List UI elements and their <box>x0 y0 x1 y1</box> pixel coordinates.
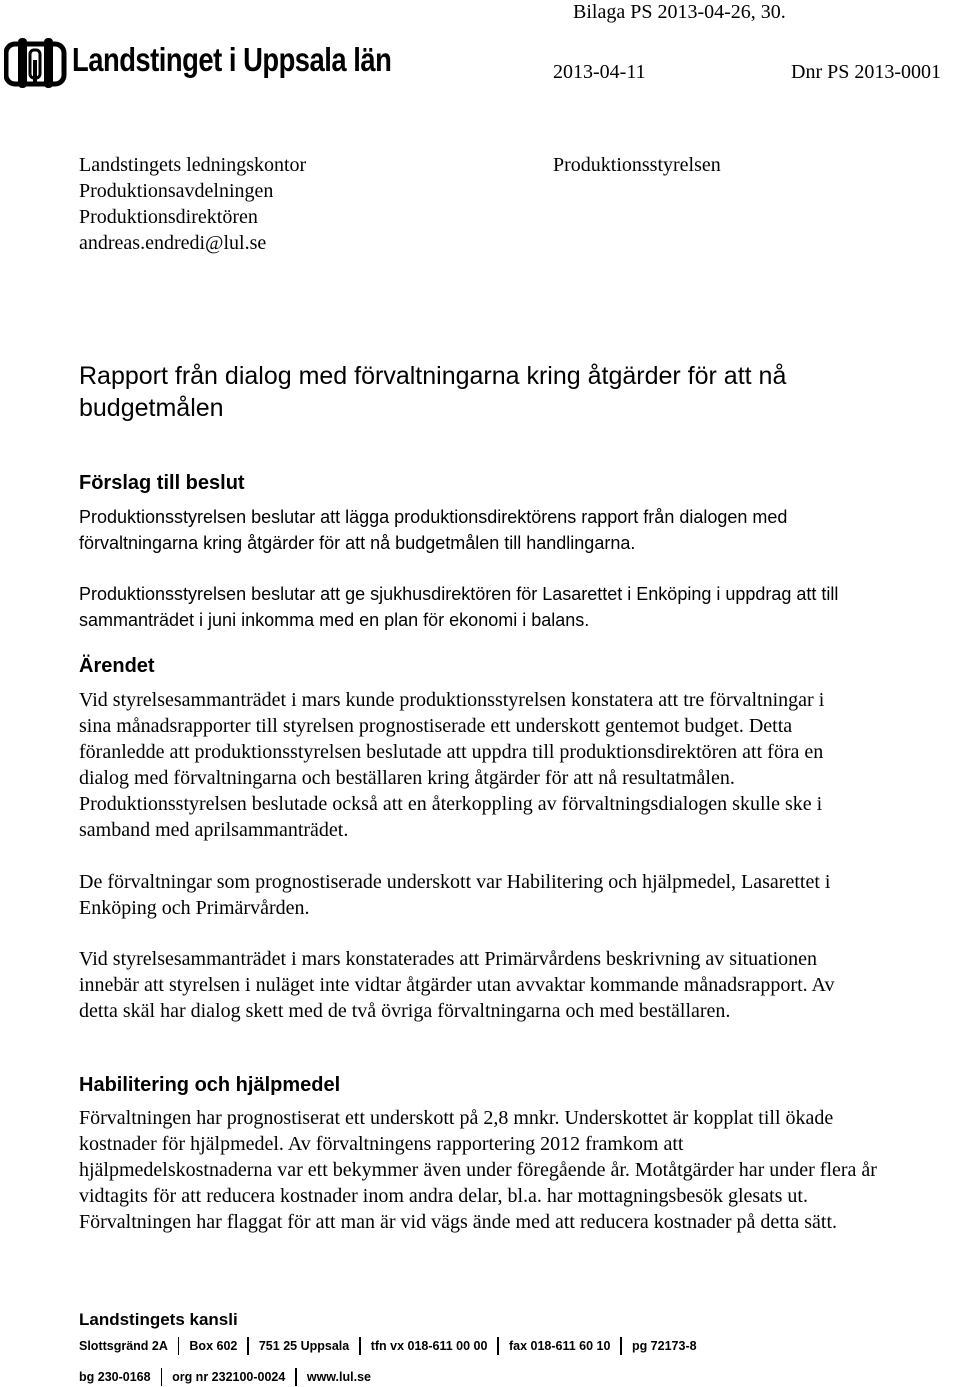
logo-wordmark: Landstinget i Uppsala län <box>72 41 392 78</box>
footer-fax: fax 018-611 60 10 <box>508 1339 611 1353</box>
footer-box: Box 602 <box>189 1339 238 1353</box>
sender-department: Produktionsavdelningen <box>79 180 274 202</box>
sender-role: Produktionsdirektören <box>79 206 258 228</box>
decision-paragraph-2: Produktionsstyrelsen beslutar att ge sjukhusdirektören för Lasarettet i Enköping i uppdrag att till sammanträdet i juni inkomma med en plan för ekonomi i balans. <box>79 584 839 630</box>
sender-email: andreas.endredi@lul.se <box>79 232 267 254</box>
arende-paragraph-3: Vid styrelsesammanträdet i mars konstaterades att Primärvårdens beskrivning av situationen innebär att styrelsen i nuläget inte vidtar åtgärder utan avvaktar kommande månadsrapport. Av detta skäl har dialog skett med de två övriga förvaltningarna och med beställaren. <box>79 948 835 1022</box>
logo-emblem-icon <box>4 34 68 92</box>
footer-website-link[interactable]: www.lul.se <box>306 1370 371 1384</box>
footer-separator <box>161 1368 163 1386</box>
footer-separator <box>247 1337 249 1355</box>
footer-address: Slottsgränd 2A <box>79 1339 168 1353</box>
footer-pg: pg 72173-8 <box>631 1339 697 1353</box>
footer-org-nr: org nr 232100-0024 <box>172 1370 286 1384</box>
document-number: Dnr PS 2013-0001 <box>791 61 942 83</box>
attachment-reference: Bilaga PS 2013-04-26, 30. <box>573 1 786 23</box>
recipient: Produktionsstyrelsen <box>553 154 721 176</box>
footer-separator <box>178 1337 180 1355</box>
footer-contact-row-1 <box>79 1336 697 1356</box>
footer-phone: tfn vx 018-611 00 00 <box>370 1339 488 1353</box>
footer-postal: 751 25 Uppsala <box>258 1339 350 1353</box>
landstinget-logo <box>4 34 392 92</box>
footer-contact-row-2 <box>79 1367 371 1387</box>
decision-paragraph-1: Produktionsstyrelsen beslutar att lägga produktionsdirektörens rapport från dialogen med förvaltningarna kring åtgärder för att nå budgetmålen till handlingarna. <box>79 507 788 553</box>
footer-separator <box>620 1337 622 1355</box>
section-heading-arendet: Ärendet <box>79 655 155 677</box>
habilitering-paragraph-1: Förvaltningen har prognostiserat ett underskott på 2,8 mnkr. Underskottet är kopplat till ökade kostnader för hjälpmedel. Av förvaltningens rapportering 2012 framkom att hjälpmedelskostnaderna var ett bekymmer även under föregående år. Motåtgärder har under flera år vidtagits för att reducera kostnader inom andra delar, bl.a. har mottagningsbesök glesats ut. Förvaltningen har flaggat för att man är vid vägs ände med att reducera kostnader på detta sätt. <box>79 1107 877 1233</box>
document-date: 2013-04-11 <box>553 61 646 83</box>
section-heading-decision: Förslag till beslut <box>79 472 245 494</box>
arende-paragraph-2: De förvaltningar som prognostiserade underskott var Habilitering och hjälpmedel, Lasarettet i Enköping och Primärvården. <box>79 871 831 919</box>
arende-paragraph-1: Vid styrelsesammanträdet i mars kunde produktionsstyrelsen konstatera att tre förvaltningar i sina månadsrapporter till styrelsen prognostiserade ett underskott gentemot budget. Detta föranledde att produktionsstyrelsen beslutade att uppdra till produktionsdirektören att föra en dialog med förvaltningarna och beställaren kring åtgärder för att nå resultatmålen. Produktionsstyrelsen beslutade också att en återkoppling av förvaltningsdialogen skulle ske i samband med aprilsammanträdet. <box>79 689 825 841</box>
document-title: Rapport från dialog med förvaltningarna kring åtgärder för att nå budgetmålen <box>79 362 787 422</box>
footer-separator <box>497 1337 499 1355</box>
footer-bg: bg 230-0168 <box>79 1370 151 1384</box>
sender-block <box>79 152 306 256</box>
footer-separator <box>295 1368 297 1386</box>
footer-title: Landstingets kansli <box>79 1310 238 1329</box>
sender-office: Landstingets ledningskontor <box>79 154 307 176</box>
footer-separator <box>359 1337 361 1355</box>
section-heading-habilitering: Habilitering och hjälpmedel <box>79 1074 341 1096</box>
